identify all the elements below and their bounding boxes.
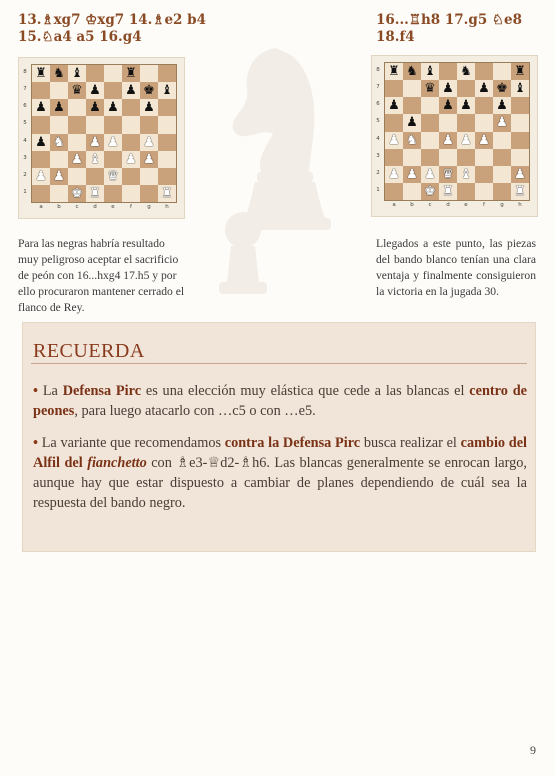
black-pawn-icon: ♟ [406, 115, 418, 131]
board-square [122, 99, 140, 116]
board-square [385, 63, 403, 80]
board-square [68, 168, 86, 185]
board-square [104, 134, 122, 151]
move-notation-line: 18.f4 [376, 29, 415, 45]
board-square [403, 80, 421, 97]
black-bishop-icon: ♝ [71, 66, 83, 82]
chess-diagram-right [371, 55, 538, 217]
black-king-icon: ♚ [143, 83, 155, 99]
board-square [140, 82, 158, 99]
black-pawn-icon: ♟ [442, 81, 454, 97]
black-pawn-icon: ♟ [460, 98, 472, 114]
board-square [50, 65, 68, 82]
rank-label: 6 [376, 101, 380, 108]
board-square [50, 151, 68, 168]
right-column [376, 12, 546, 46]
board-square [493, 80, 511, 97]
left-caption: Para las negras habría resultado muy peligroso aceptar el sacrificio de peón con 16...hxg4 17.h5 y por ello procuraron mantener cerrado el flanco de Rey. [18, 237, 185, 314]
board-square [421, 97, 439, 114]
board-square [475, 149, 493, 166]
file-label: f [483, 202, 485, 208]
board-square [439, 166, 457, 183]
board-square [511, 183, 529, 200]
white-pawn-icon: ♟ [460, 132, 472, 148]
move-notation-line: 13.♗xg7 ♔xg7 14.♗e2 b4 [18, 12, 206, 28]
white-pawn-icon: ♟ [143, 134, 155, 150]
file-label: f [130, 204, 132, 210]
white-rook-icon: ♜ [514, 183, 526, 199]
board-square [421, 132, 439, 149]
board-square [104, 82, 122, 99]
recuerda-title: RECUERDA [33, 340, 145, 362]
text: con ♗e3-♕d2-♗h6. Las blancas generalmente se enrocan largo, aunque hay que estar dispuesto a cambiar de planes dependiendo de cuál sea la respuesta del bando negro. [33, 455, 528, 511]
board-square [50, 99, 68, 116]
board-square [158, 116, 176, 133]
board-square [493, 166, 511, 183]
board-square [493, 114, 511, 131]
board-square [457, 166, 475, 183]
white-pawn-icon: ♟ [496, 115, 508, 131]
board-square [104, 185, 122, 202]
board-square [140, 168, 158, 185]
white-knight-icon: ♞ [53, 134, 65, 150]
board-square [475, 63, 493, 80]
board-square [86, 99, 104, 116]
left-column [18, 12, 206, 46]
board-square [439, 183, 457, 200]
rank-label: 7 [23, 86, 27, 93]
black-knight-icon: ♞ [406, 64, 418, 80]
board-square [457, 149, 475, 166]
board-square [457, 114, 475, 131]
black-rook-icon: ♜ [388, 64, 400, 80]
black-pawn-icon: ♟ [89, 83, 101, 99]
black-pawn-icon: ♟ [388, 98, 400, 114]
black-knight-icon: ♞ [53, 66, 65, 82]
board-square [50, 185, 68, 202]
black-pawn-icon: ♟ [496, 98, 508, 114]
board-square [403, 149, 421, 166]
rank-label: 4 [23, 137, 27, 144]
rank-labels [21, 64, 29, 201]
black-queen-icon: ♛ [424, 81, 436, 97]
board-square [140, 65, 158, 82]
board-square [122, 82, 140, 99]
board-square [385, 183, 403, 200]
black-pawn-icon: ♟ [107, 100, 119, 116]
rank-label: 1 [23, 188, 27, 195]
file-label: b [57, 204, 61, 210]
board-square [439, 80, 457, 97]
recuerda-box [22, 322, 536, 552]
white-pawn-icon: ♟ [53, 168, 65, 184]
rank-label: 8 [23, 69, 27, 75]
board-square [511, 114, 529, 131]
board-square [421, 63, 439, 80]
black-king-icon: ♚ [496, 81, 508, 97]
board-square [403, 132, 421, 149]
file-label: e [464, 202, 468, 208]
white-pawn-icon: ♟ [514, 166, 526, 182]
board-square [403, 166, 421, 183]
chess-diagram-left [18, 57, 185, 219]
board-square [104, 65, 122, 82]
bullet: • [33, 383, 39, 399]
file-label: c [75, 204, 79, 210]
black-pawn-icon: ♟ [35, 100, 47, 116]
black-pawn-icon: ♟ [35, 134, 47, 150]
board-square [158, 134, 176, 151]
board-square [511, 97, 529, 114]
board-square [86, 65, 104, 82]
file-label: h [165, 204, 169, 210]
white-rook-icon: ♜ [442, 183, 454, 199]
board-square [122, 151, 140, 168]
board-square [104, 168, 122, 185]
rank-label: 3 [376, 152, 380, 159]
board-square [32, 185, 50, 202]
board-square [68, 99, 86, 116]
chessboard [31, 64, 177, 203]
board-square [86, 151, 104, 168]
board-square [475, 97, 493, 114]
black-knight-icon: ♞ [460, 64, 472, 80]
board-square [86, 134, 104, 151]
board-square [122, 185, 140, 202]
rank-labels [374, 62, 382, 199]
key-term: cambio del Alfil del [33, 435, 528, 471]
rank-label: 8 [376, 67, 380, 73]
board-square [68, 185, 86, 202]
board-square [385, 149, 403, 166]
board-square [511, 63, 529, 80]
white-pawn-icon: ♟ [71, 151, 83, 167]
board-square [32, 82, 50, 99]
board-square [421, 166, 439, 183]
rank-label: 7 [376, 84, 380, 91]
key-term: Defensa Pirc [62, 383, 142, 399]
board-square [86, 82, 104, 99]
board-square [385, 114, 403, 131]
text: La [42, 383, 63, 399]
move-notation-line: 16...♖h8 17.g5 ♘e8 [376, 12, 523, 28]
key-term-italic: fianchetto [87, 455, 147, 471]
file-label: e [111, 204, 115, 210]
file-label: d [93, 204, 97, 210]
board-square [50, 134, 68, 151]
text: La variante que recomendamos [41, 435, 225, 451]
board-square [122, 134, 140, 151]
board-square [493, 97, 511, 114]
white-pawn-icon: ♟ [478, 132, 490, 148]
board-square [457, 97, 475, 114]
board-square [32, 151, 50, 168]
black-pawn-icon: ♟ [442, 98, 454, 114]
white-pawn-icon: ♟ [424, 166, 436, 182]
black-bishop-icon: ♝ [424, 64, 436, 80]
black-bishop-icon: ♝ [161, 83, 173, 99]
board-square [122, 168, 140, 185]
white-knight-icon: ♞ [406, 132, 418, 148]
black-pawn-icon: ♟ [143, 100, 155, 116]
board-square [403, 183, 421, 200]
board-square [104, 99, 122, 116]
board-square [140, 116, 158, 133]
white-pawn-icon: ♟ [89, 134, 101, 150]
white-pawn-icon: ♟ [35, 168, 47, 184]
rank-label: 1 [376, 186, 380, 193]
white-queen-icon: ♛ [442, 166, 454, 182]
board-square [104, 151, 122, 168]
board-square [140, 134, 158, 151]
black-pawn-icon: ♟ [125, 83, 137, 99]
board-square [511, 166, 529, 183]
board-square [68, 134, 86, 151]
board-square [158, 82, 176, 99]
board-square [86, 168, 104, 185]
board-square [475, 80, 493, 97]
white-pawn-icon: ♟ [107, 134, 119, 150]
page-number: 9 [530, 743, 536, 757]
white-king-icon: ♚ [71, 185, 83, 201]
list-item [33, 433, 527, 513]
rank-label: 6 [23, 103, 27, 110]
move-notation-line: 15.♘a4 a5 16.g4 [18, 29, 142, 45]
board-square [493, 183, 511, 200]
board-square [439, 114, 457, 131]
board-square [158, 168, 176, 185]
text: busca realizar el [360, 435, 461, 451]
board-square [493, 63, 511, 80]
board-square [86, 116, 104, 133]
board-square [421, 114, 439, 131]
board-square [158, 99, 176, 116]
board-square [439, 63, 457, 80]
text: , para luego atacarlo con …c5 o con …e5. [74, 403, 316, 419]
board-square [68, 151, 86, 168]
board-square [104, 116, 122, 133]
file-label: a [392, 202, 396, 208]
board-square [50, 116, 68, 133]
board-square [158, 65, 176, 82]
board-square [511, 80, 529, 97]
list-item [33, 381, 527, 421]
black-pawn-icon: ♟ [53, 100, 65, 116]
board-square [122, 65, 140, 82]
black-rook-icon: ♜ [125, 66, 137, 82]
file-label: b [410, 202, 414, 208]
board-square [86, 185, 104, 202]
board-square [403, 97, 421, 114]
text: es una elección muy elástica que cede a las blancas el [141, 383, 470, 399]
file-label: d [446, 202, 450, 208]
board-square [32, 116, 50, 133]
file-labels [32, 204, 176, 212]
file-label: c [428, 202, 432, 208]
white-pawn-icon: ♟ [388, 132, 400, 148]
board-square [457, 63, 475, 80]
white-pawn-icon: ♟ [125, 151, 137, 167]
chessboard [384, 62, 530, 201]
white-pawn-icon: ♟ [388, 166, 400, 182]
board-square [457, 132, 475, 149]
white-rook-icon: ♜ [89, 185, 101, 201]
board-square [475, 114, 493, 131]
right-caption: Llegados a este punto, las piezas del bando blanco tenían una clara ventaja y finalmente consiguieron la victoria en la jugada 30. [376, 237, 536, 298]
rank-label: 2 [376, 169, 380, 176]
file-labels [385, 202, 529, 210]
board-square [403, 114, 421, 131]
board-square [32, 168, 50, 185]
board-square [439, 97, 457, 114]
board-square [68, 65, 86, 82]
board-square [158, 185, 176, 202]
rank-label: 5 [376, 118, 380, 125]
white-king-icon: ♚ [424, 183, 436, 199]
board-square [32, 99, 50, 116]
board-square [158, 151, 176, 168]
white-bishop-icon: ♝ [460, 166, 472, 182]
board-square [457, 80, 475, 97]
board-square [50, 82, 68, 99]
board-square [511, 149, 529, 166]
board-square [475, 166, 493, 183]
white-queen-icon: ♛ [107, 168, 119, 184]
white-pawn-icon: ♟ [406, 166, 418, 182]
board-square [32, 65, 50, 82]
board-square [385, 166, 403, 183]
board-square [475, 132, 493, 149]
board-square [385, 132, 403, 149]
board-square [68, 116, 86, 133]
board-square [50, 168, 68, 185]
board-square [122, 116, 140, 133]
board-square [68, 82, 86, 99]
board-square [140, 185, 158, 202]
board-square [403, 63, 421, 80]
bullet: • [33, 435, 39, 451]
black-rook-icon: ♜ [514, 64, 526, 80]
key-term: centro de peones [33, 383, 527, 419]
board-square [385, 97, 403, 114]
board-square [32, 134, 50, 151]
rank-label: 4 [376, 135, 380, 142]
board-square [493, 132, 511, 149]
black-queen-icon: ♛ [71, 83, 83, 99]
black-rook-icon: ♜ [35, 66, 47, 82]
black-bishop-icon: ♝ [514, 81, 526, 97]
file-label: a [39, 204, 43, 210]
board-square [475, 183, 493, 200]
white-pawn-icon: ♟ [442, 132, 454, 148]
rank-label: 5 [23, 120, 27, 127]
board-square [385, 80, 403, 97]
board-square [140, 99, 158, 116]
black-pawn-icon: ♟ [89, 100, 101, 116]
decorative-chess-pieces-illustration [205, 38, 345, 298]
board-square [421, 183, 439, 200]
rank-label: 2 [23, 171, 27, 178]
board-square [421, 80, 439, 97]
key-term: contra la Defensa Pirc [224, 435, 361, 451]
board-square [457, 183, 475, 200]
file-label: g [500, 202, 504, 208]
board-square [493, 149, 511, 166]
board-square [421, 149, 439, 166]
board-square [439, 149, 457, 166]
white-bishop-icon: ♝ [89, 151, 101, 167]
rank-label: 3 [23, 154, 27, 161]
file-label: h [518, 202, 522, 208]
divider [31, 363, 527, 364]
board-square [439, 132, 457, 149]
black-pawn-icon: ♟ [478, 81, 490, 97]
white-rook-icon: ♜ [161, 185, 173, 201]
file-label: g [147, 204, 151, 210]
white-pawn-icon: ♟ [143, 151, 155, 167]
board-square [511, 132, 529, 149]
board-square [140, 151, 158, 168]
